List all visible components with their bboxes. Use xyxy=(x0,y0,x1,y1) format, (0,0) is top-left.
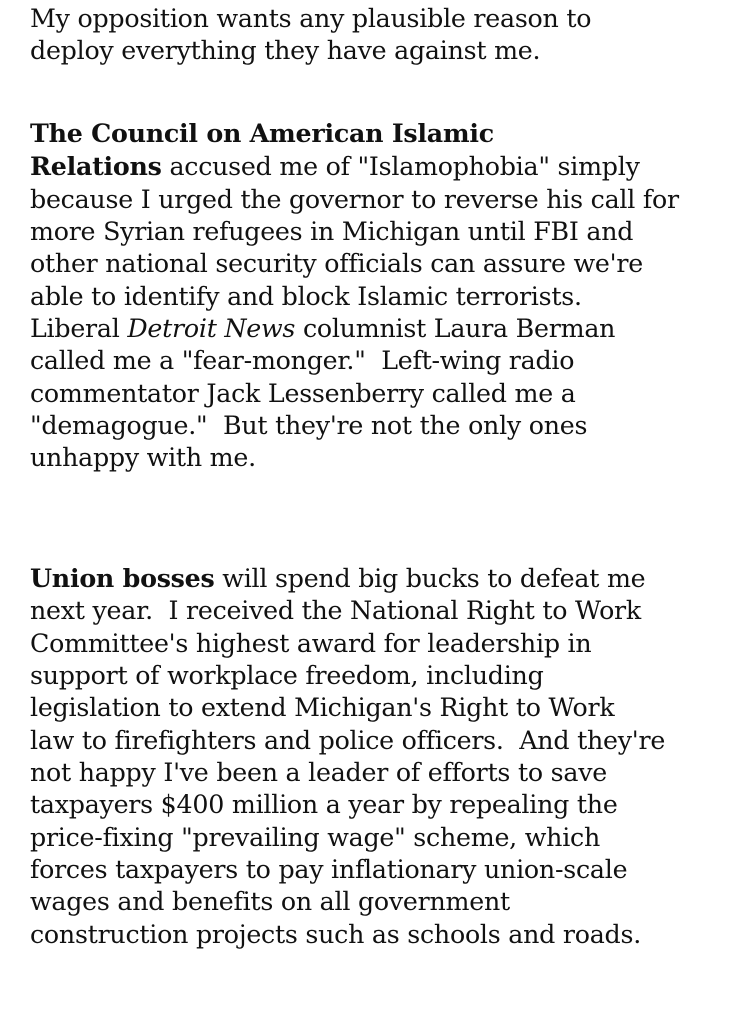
text-line: commentator Jack Lessenberry called me a xyxy=(30,378,576,408)
text-segment: Liberal xyxy=(30,314,128,344)
text-line: "demagogue." But they're not the only ones xyxy=(30,411,588,441)
text-line: forces taxpayers to pay inflationary union-scale xyxy=(30,855,628,885)
text-line: support of workplace freedom, including xyxy=(30,661,544,691)
text-line: My opposition wants any plausible reason to xyxy=(30,4,592,33)
paragraph-union-bosses xyxy=(30,562,734,951)
text-line: Committee's highest award for leadership in xyxy=(30,628,592,658)
text-line: more Syrian refugees in Michigan until FBI and xyxy=(30,217,634,247)
bold-org-name-cont: Relations xyxy=(30,151,162,182)
text-line: taxpayers $400 million a year by repealing the xyxy=(30,790,618,820)
text-line: not happy I've been a leader of efforts to save xyxy=(30,758,607,788)
text-line: because I urged the governor to reverse his call for xyxy=(30,184,679,214)
text-segment: accused me of "Islamophobia" simply xyxy=(161,152,640,182)
text-segment: will spend big bucks to defeat me xyxy=(214,564,646,593)
text-line: called me a "fear-monger." Left-wing radio xyxy=(30,346,575,376)
text-line: law to firefighters and police officers. And they're xyxy=(30,725,666,755)
text-line: other national security officials can assure we're xyxy=(30,249,643,279)
text-line: wages and benefits on all government xyxy=(30,887,510,917)
text-line: unhappy with me. xyxy=(30,443,256,473)
bold-lead-phrase: Union bosses xyxy=(30,563,215,593)
text-line: price-fixing "prevailing wage" scheme, which xyxy=(30,822,600,852)
text-line: legislation to extend Michigan's Right to Work xyxy=(30,693,615,723)
bold-org-name: The Council on American Islamic xyxy=(30,118,494,148)
paragraph-opposition xyxy=(30,3,734,68)
text-line: construction projects such as schools and roads. xyxy=(30,919,642,949)
text-line: deploy everything they have against me. xyxy=(30,36,541,66)
text-line: able to identify and block Islamic terrorists. xyxy=(30,281,582,311)
text-line: next year. I received the National Right to Work xyxy=(30,596,641,626)
paragraph-cair xyxy=(30,117,734,475)
italic-publication-name: Detroit News xyxy=(127,314,296,344)
text-segment: columnist Laura Berman xyxy=(295,314,616,344)
